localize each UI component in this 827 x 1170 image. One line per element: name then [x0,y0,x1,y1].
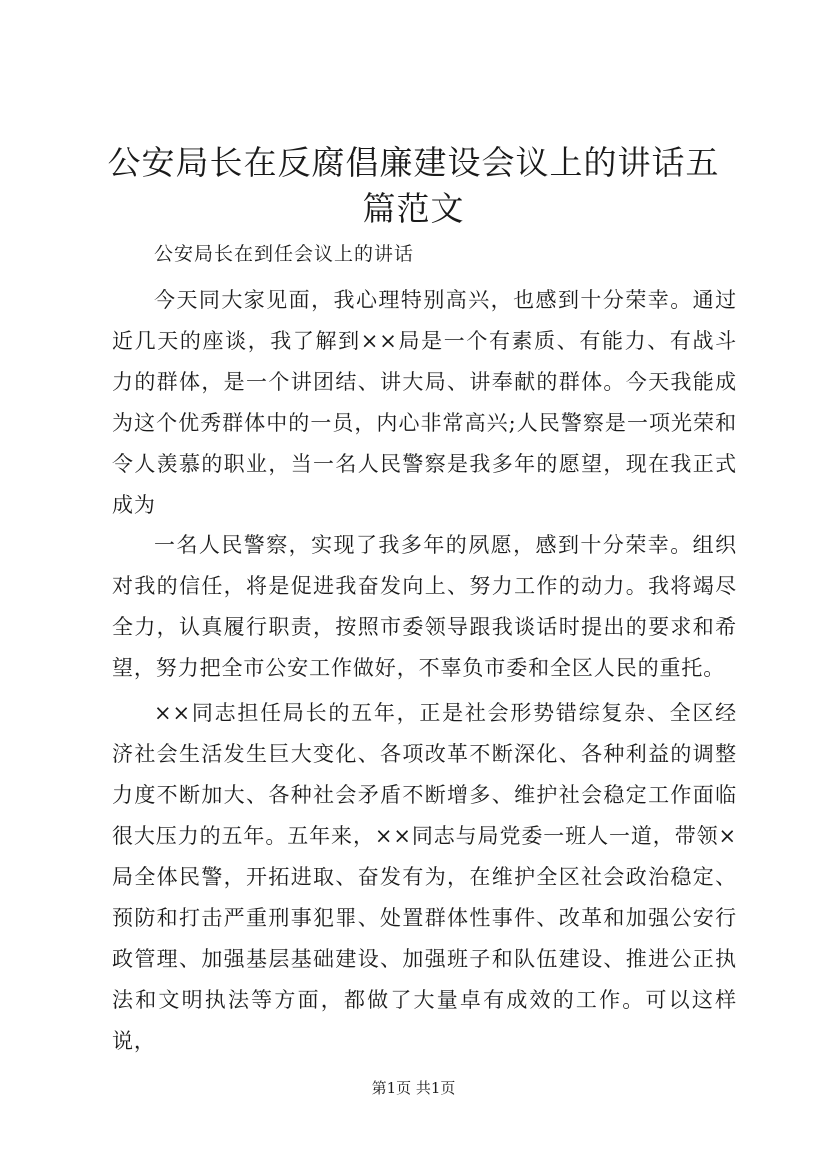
document-subtitle: 公安局长在到任会议上的讲话 [154,243,415,265]
paragraph-2: 一名人民警察，实现了我多年的夙愿，感到十分荣幸。组织对我的信任，将是促进我奋发向上、努力工作的动力。我将竭尽全力，认真履行职责，按照市委领导跟我谈话时提出的要求和希望，努力把全市公安工作做好，不辜负市委和全区人民的重托。 [112,533,737,680]
paragraph-3: ××同志担任局长的五年，正是社会形势错综复杂、全区经济社会生活发生巨大变化、各项改革不断深化、各种利益的调整力度不断加大、各种社会矛盾不断增多、维护社会稳定工作面临很大压力的五年。五年来，××同志与局党委一班人一道，带领×局全体民警，开拓进取、奋发有为，在维护全区社会政治稳定、预防和打击严重刑事犯罪、处置群体性事件、改革和加强公安行政管理、加强基层基础建设、加强班子和队伍建设、推进公正执法和文明执法等方面，都做了大量卓有成效的工作。可以这样说， [112,701,737,1053]
paragraph-1: 今天同大家见面，我心理特别高兴，也感到十分荣幸。通过近几天的座谈，我了解到××局是一个有素质、有能力、有战斗力的群体，是一个讲团结、讲大局、讲奉献的群体。今天我能成为这个优秀群体中的一员，内心非常高兴;人民警察是一项光荣和令人羡慕的职业，当一名人民警察是我多年的愿望，现在我正式成为 [112,288,737,517]
page-footer: 第1页 共1页 [371,1079,456,1097]
document-title: 公安局长在反腐倡廉建设会议上的讲话五篇范文 [107,143,720,228]
